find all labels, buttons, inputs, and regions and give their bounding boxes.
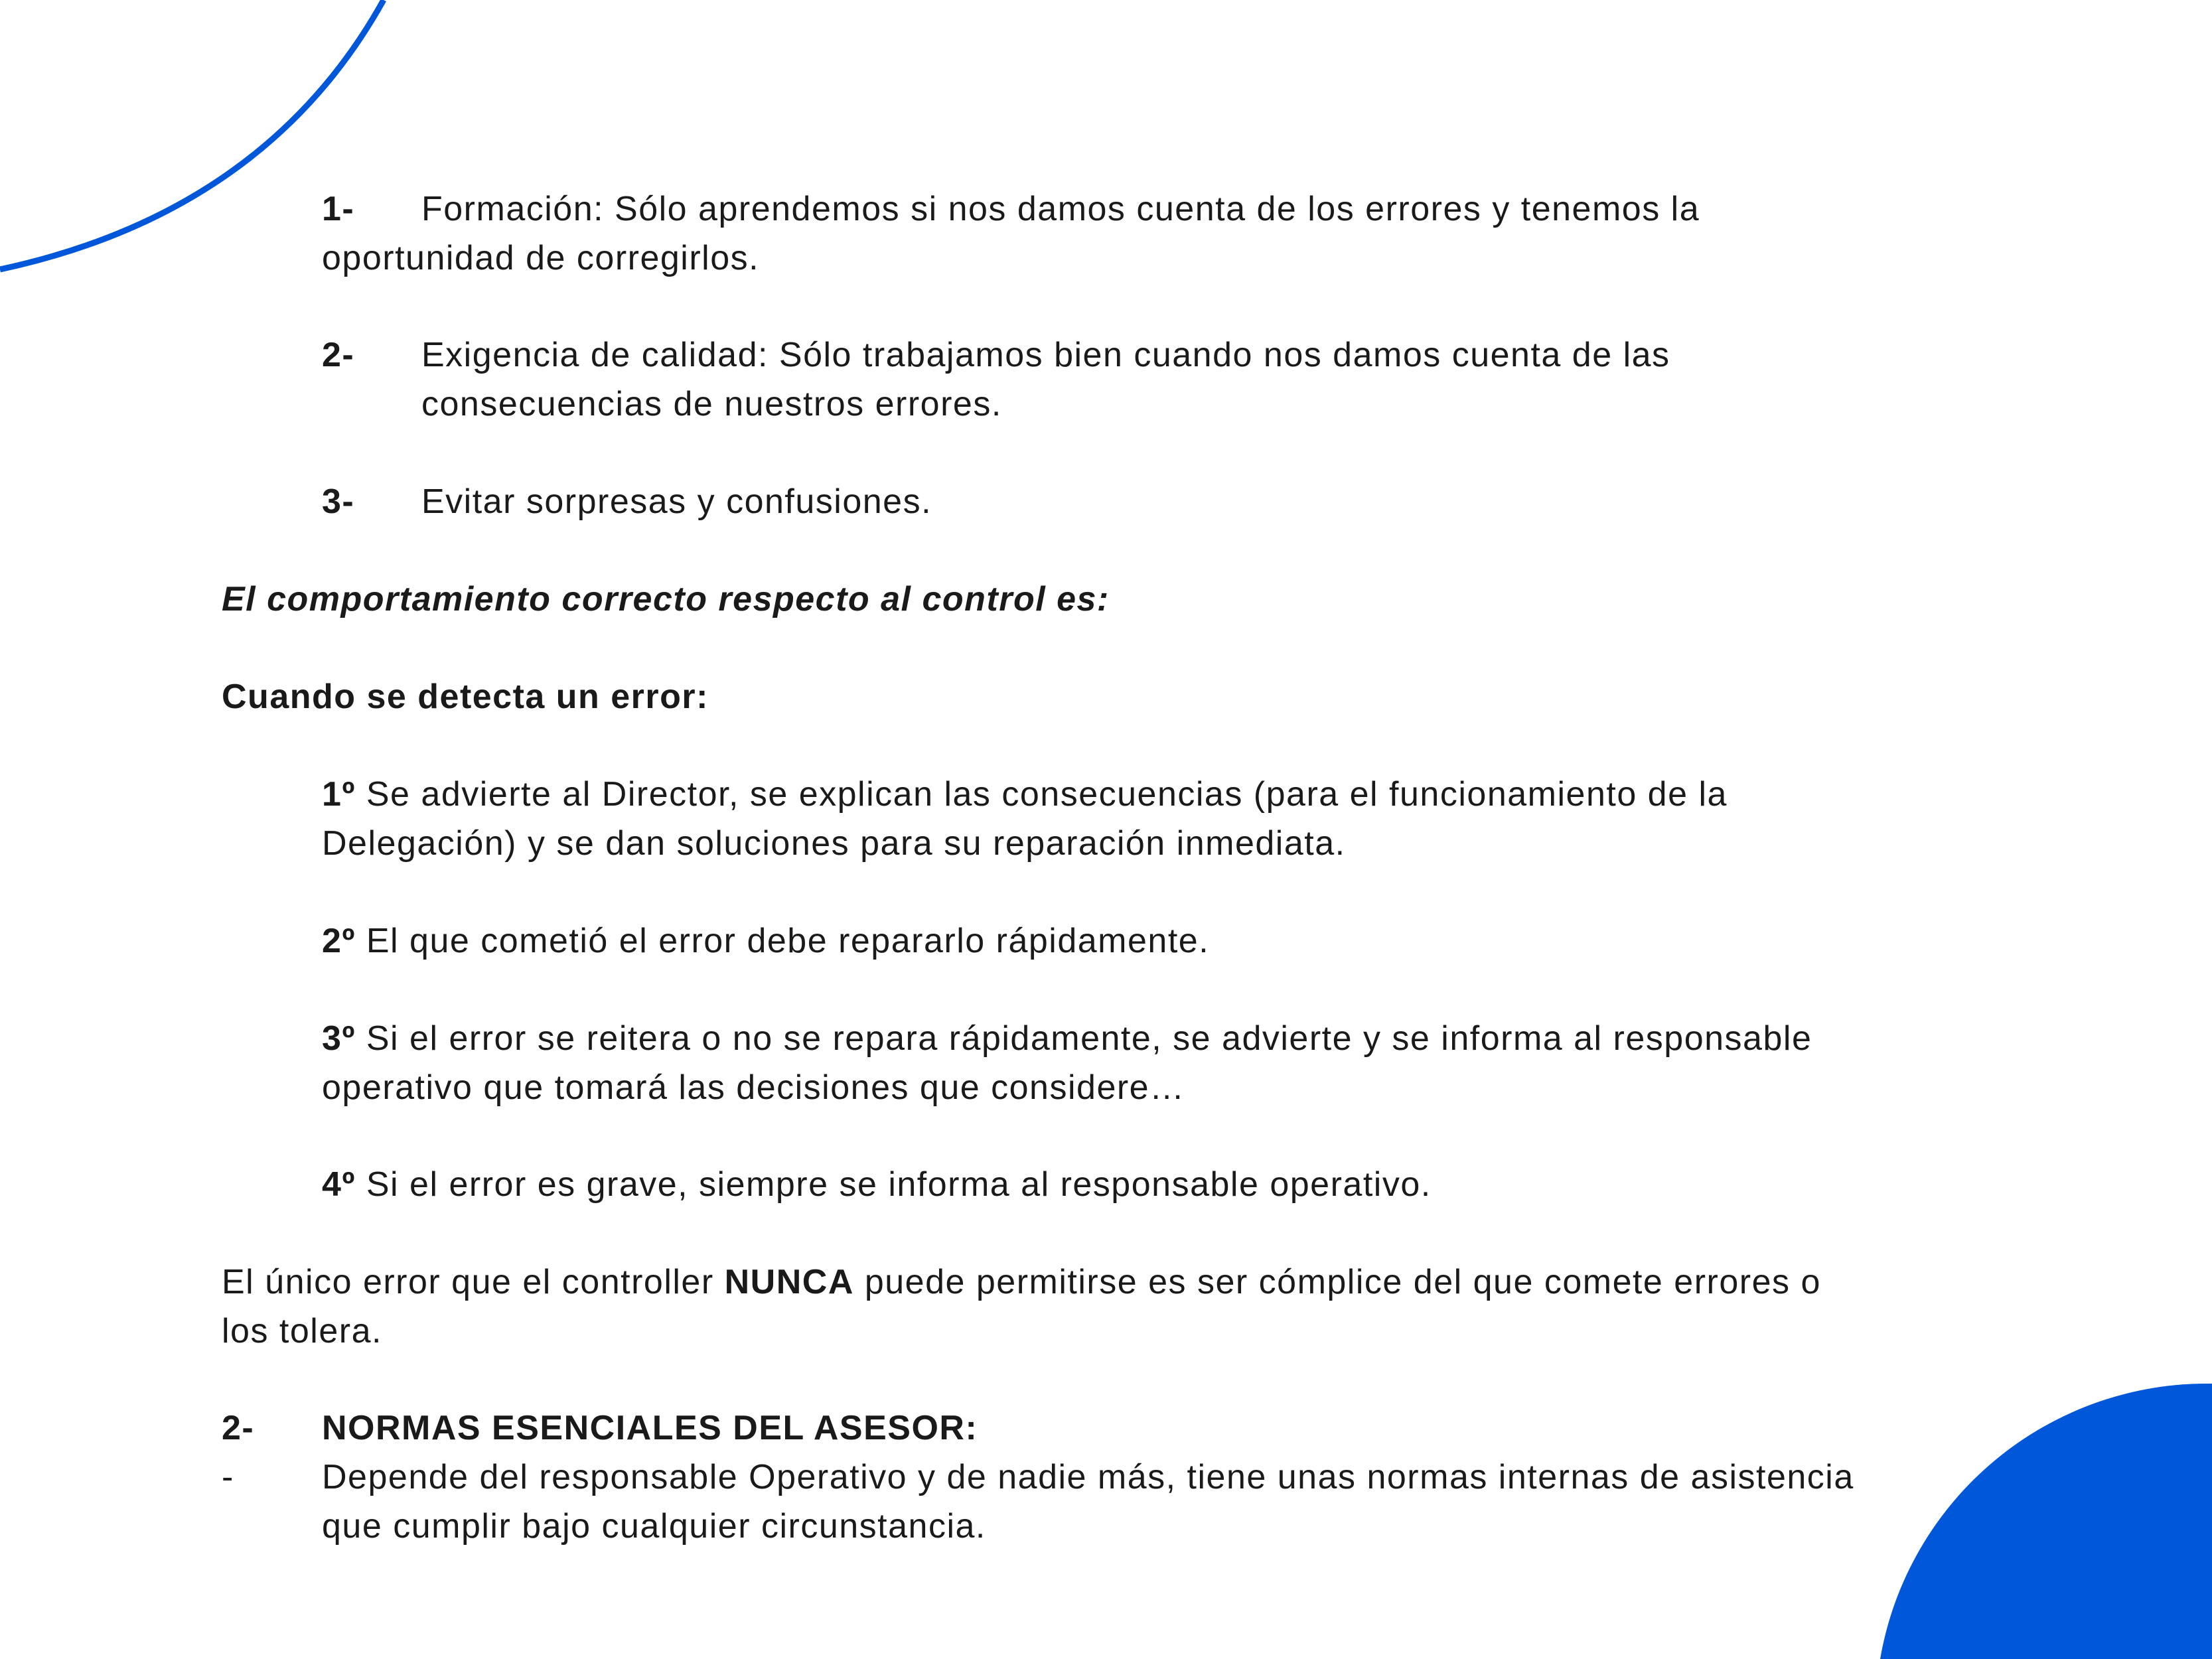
step-3-number: 3º	[322, 1019, 356, 1058]
step-3-line2: operativo que tomará las decisiones que considere…	[322, 1068, 1185, 1107]
list-item-1-text-line1: Formación: Sólo aprendemos si nos damos cuenta de los errores y tenemos la	[421, 190, 1700, 228]
list-item-1-number: 1-	[322, 190, 355, 228]
step-1-line2: Delegación) y se dan soluciones para su reparación inmediata.	[322, 824, 1346, 863]
closing-emphasis: NUNCA	[724, 1263, 854, 1301]
section2-bullet: -	[222, 1458, 234, 1496]
section2-text-line2: que cumplir bajo cualquier circunstancia.	[322, 1507, 986, 1546]
section2-title: NORMAS ESENCIALES DEL ASESOR:	[322, 1409, 978, 1447]
section2-text-line1: Depende del responsable Operativo y de nadie más, tiene unas normas internas de asistencia	[322, 1458, 1854, 1496]
step-2-text: El que cometió el error debe repararlo rápidamente.	[366, 922, 1210, 960]
step-4-number: 4º	[322, 1165, 356, 1204]
bottom-right-quarter-circle	[1880, 1384, 2212, 1659]
step-3-text: Si el error se reitera o no se repara rápidamente, se advierte y se informa al responsable	[366, 1019, 1812, 1058]
list-item-3-text: Evitar sorpresas y confusiones.	[421, 482, 932, 521]
section2-number: 2-	[222, 1409, 255, 1447]
list-item-3-number: 3-	[322, 482, 355, 521]
step-2-line1	[322, 924, 1209, 958]
step-2-number: 2º	[322, 922, 356, 960]
closing-line1	[222, 1265, 1821, 1299]
error-heading: Cuando se detecta un error:	[222, 678, 709, 716]
step-1-line1	[322, 777, 1728, 812]
step-4-line1	[322, 1167, 1432, 1202]
closing-before: El único error que el controller	[222, 1263, 714, 1301]
closing-line2: los tolera.	[222, 1312, 382, 1350]
behavior-heading: El comportamiento correcto respecto al control es:	[222, 580, 1110, 618]
step-3-line1	[322, 1021, 1812, 1056]
step-4-text: Si el error es grave, siempre se informa al responsable operativo.	[366, 1165, 1432, 1204]
list-item-2-number: 2-	[322, 336, 355, 374]
list-item-2-text-line1: Exigencia de calidad: Sólo trabajamos bien cuando nos damos cuenta de las	[421, 336, 1670, 374]
top-left-arc	[0, 0, 384, 269]
step-1-number: 1º	[322, 775, 356, 814]
closing-after: puede permitirse es ser cómplice del que comete errores o	[864, 1263, 1821, 1301]
step-1-text: Se advierte al Director, se explican las consecuencias (para el funcionamiento de la	[366, 775, 1728, 814]
list-item-2-text-line2: consecuencias de nuestros errores.	[421, 385, 1002, 423]
list-item-1-text-line2: oportunidad de corregirlos.	[322, 239, 760, 277]
